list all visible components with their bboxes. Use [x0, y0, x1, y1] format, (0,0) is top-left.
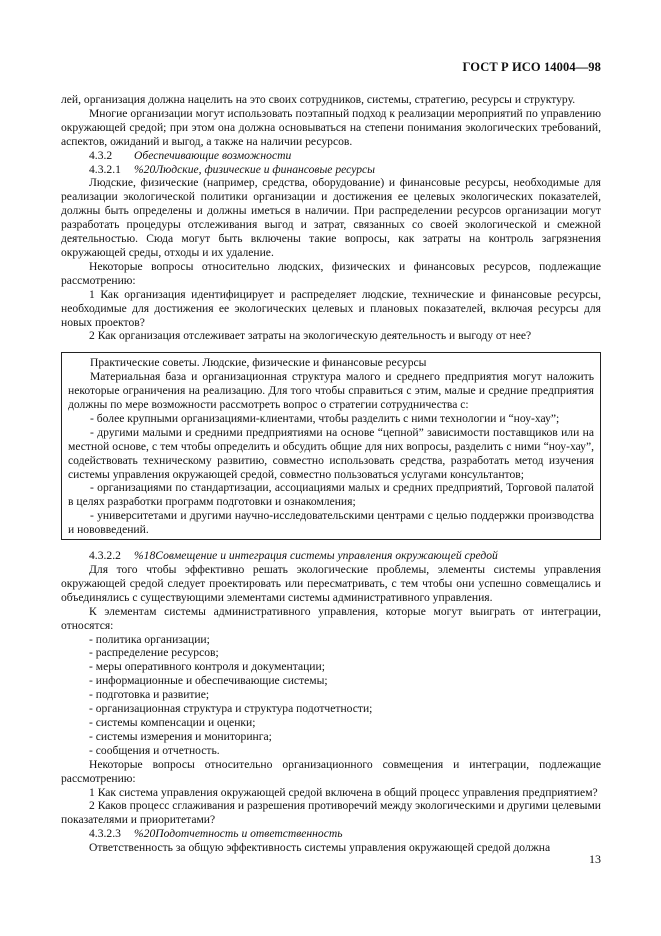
paragraph: К элементам системы административного управления, которые могут выиграть от интеграции, относятся:	[61, 604, 601, 632]
page-header: ГОСТ Р ИСО 14004—98	[462, 60, 601, 74]
question-item: 2 Каков процесс сглаживания и разрешения противоречий между экологическими и другими целевыми показателями и приоритетами?	[61, 799, 601, 827]
box-intro: Материальная база и организационная структура малого и среднего предприятия могут наложить некоторые ограничения на реализацию. Для того чтобы справиться с этим, малые и средние предприятия должны по мере возможности рассмотреть вопрос о стратегии сотрудничества с:	[68, 370, 594, 412]
section-heading-4-3-2	[61, 149, 601, 163]
paragraph: Некоторые вопросы относительно организационного совмещения и интеграции, подлежащие рассмотрению:	[61, 757, 601, 785]
section-heading-4-3-2-3	[61, 827, 601, 841]
list-item: - системы измерения и мониторинга;	[89, 729, 272, 743]
box-list-item: - университетами и другими научно-исследовательскими центрами с целью поддержки производства и нововведений.	[68, 509, 594, 537]
list-item: - политика организации;	[89, 632, 210, 646]
list-item: - меры оперативного контроля и документации;	[89, 660, 325, 674]
section-title: %18Совмещение и интеграция системы управления окружающей средой	[134, 549, 498, 563]
section-title: Обеспечивающие возможности	[134, 148, 292, 162]
section-title: %20Людские, физические и финансовые ресурсы	[134, 162, 375, 176]
section-heading-4-3-2-1	[61, 163, 601, 177]
section-number: 4.3.2	[89, 148, 113, 162]
section-title: %20Подотчетность и ответственность	[134, 827, 343, 841]
list-item: - организационная структура и структура подотчетности;	[89, 702, 373, 716]
section-number: 4.3.2.2	[89, 549, 121, 563]
list-item: - информационные и обеспечивающие системы;	[89, 674, 328, 688]
box-list-item: - более крупными организациями-клиентами, чтобы разделить с ними технологии и “ноу-хау”;	[90, 411, 560, 425]
list-item: - распределение ресурсов;	[89, 646, 219, 660]
list-item: - подготовка и развитие;	[89, 688, 210, 702]
box-list-item: - другими малыми и средними предприятиями на основе “цепной” зависимости поставщиков или на местной основе, с тем чтобы определить и обсудить общие для них вопросы, разделить с ними “ноу-хау”, содействовать техническому развитию, совместно использовать средства, разработать метод изучения системы управления окружающей средой, совместно пользоваться услугами консультантов;	[68, 425, 594, 481]
box-list-item: - организациями по стандартизации, ассоциациями малых и средних предприятий, Торговой палатой в целях разработки программ подготовки и ознакомления;	[68, 481, 594, 509]
paragraph: Некоторые вопросы относительно людских, физических и финансовых ресурсов, подлежащие рассмотрению:	[61, 259, 601, 287]
document-body	[61, 93, 601, 855]
section-number: 4.3.2.1	[89, 162, 121, 176]
box-title: Практические советы. Людские, физические и финансовые ресурсы	[90, 356, 427, 370]
paragraph: Ответственность за общую эффективность системы управления окружающей средой должна	[89, 841, 551, 855]
question-item: 1 Как организация идентифицирует и распределяет людские, технические и финансовые ресурсы, необходимые для достижения ее экологических целевых и плановых показателей, включая ресурсы для новых проектов?	[61, 287, 601, 329]
paragraph: Людские, физические (например, средства, оборудование) и финансовые ресурсы, необходимые для реализации экологической политики организации и достижения ее целевых экологических показателей, должны быть определены и должны иметься в наличии. При распределении ресурсов организации могут разработать процедуры отслеживания выгод и затрат, связанных со своей экологической и смежной деятельностью. Сюда могут быть включены такие вопросы, как затраты на контроль загрязнения окружающей среды, отходы и их удаление.	[61, 176, 601, 259]
list-item: - системы компенсации и оценки;	[89, 715, 256, 729]
paragraph: Для того чтобы эффективно решать экологические проблемы, элементы системы управления окружающей средой следует проектировать или пересматривать, с тем чтобы они успешно совмещались и объединялись с существующими элементами системы административного управления.	[61, 563, 601, 604]
paragraph: лей, организация должна нацелить на это своих сотрудников, системы, стратегию, ресурсы и структуру.	[61, 93, 576, 106]
practical-advice-box	[61, 352, 601, 540]
page-number: 13	[589, 852, 601, 866]
section-number: 4.3.2.3	[89, 827, 121, 841]
question-item: 2 Как организация отслеживает затраты на экологическую деятельность и выгоду от нее?	[89, 329, 532, 343]
paragraph: Многие организации могут использовать поэтапный подход к реализации мероприятий по управлению окружающей средой; при этом она должна основываться на степени понимания экологических требований, аспектов, ожиданий и выгод, а также на наличии ресурсов.	[61, 106, 601, 148]
list-item: - сообщения и отчетность.	[89, 743, 220, 757]
section-heading-4-3-2-2	[61, 549, 601, 563]
question-item: 1 Как система управления окружающей средой включена в общий процесс управления предприятием?	[89, 785, 598, 799]
